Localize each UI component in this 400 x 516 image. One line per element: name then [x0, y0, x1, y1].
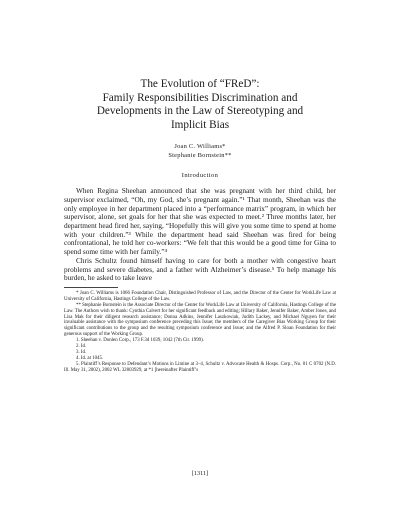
footnote: * Joan C. Williams is 1066 Foundation Chair, Distinguished Professor of Law, and the Director of the Center for WorkLife Law at University of California, Hastings College of the Law.	[64, 290, 336, 302]
footnote: 3. Id.	[76, 349, 87, 355]
section-heading: Introduction	[181, 172, 219, 180]
title-line: Family Responsibilities Discrimination and	[102, 91, 298, 104]
title-line: Developments in the Law of Stereotyping and	[96, 105, 304, 118]
page-number: [1311]	[191, 470, 209, 477]
author-block	[64, 143, 336, 160]
title-line: Implicit Bias	[170, 118, 230, 131]
footnote-divider	[64, 287, 118, 288]
body-text	[64, 187, 336, 283]
footnote: ** Stephanie Bornstein is the Associate Director of the Center for WorkLife Law at University of California, Hastings College of the Law. The Authors wish to thank: Cynthia Calvert for her significant feedback and editing; Hillary Baker, Jennifer Baker, Amber Jones, and Lisa Mak for their diligent research assistance; Donna Adkins, Jennifer Laszkowiak, Judith Lackey, and Michael Nguyen for their invaluable assistance with the symposium conference preceding this Issue; the members of the Caregiver Bias Working Group for their significant contributions to the group and the resulting symposium conference and Issue; and the Alfred P. Sloan Foundation for their generous support of the Working Group.	[64, 302, 336, 338]
author-name: Joan C. Williams*	[174, 143, 226, 151]
paragraph: Chris Schultz found himself having to care for both a mother with congestive heart problems and severe diabetes, and a father with Alzheimer’s disease.⁵ To help manage his burden, he asked to take leave	[64, 255, 336, 283]
title-line: The Evolution of “FReD”:	[140, 78, 260, 90]
author-name: Stephanie Bornstein**	[168, 151, 232, 159]
footnotes	[64, 291, 336, 374]
footnote: 1. Sheehan v. Donlen Corp., 173 F.3d 1039, 1042 (7th Cir. 1999).	[76, 338, 204, 344]
footnote: 4. Id. at 1045.	[76, 355, 104, 361]
article-title	[64, 0, 336, 132]
paragraph: When Regina Sheehan announced that she was pregnant with her third child, her supervisor exclaimed, “Oh, my God, she’s pregnant again.”¹ That month, Sheehan was the only employee in her department placed into a “performance matrix” program, in which her supervisor, alone, set goals for her that she was expected to meet.² Three months later, her department head fired her, saying, “Hopefully this will give you some time to spend at home with your children.”³ While the department head said Sheehan was fired for being confrontational, he told her co-workers: “We felt that this would be a good time for Gina to spend some time with her family.”⁴	[64, 186, 336, 257]
footnote: 2. Id.	[76, 344, 87, 350]
footnote: 5. Plaintiff’s Response to Defendant’s Motions in Limine at 3–4, Schultz v. Advocate Health & Hosps. Corp., No. 01 C 0702 (N.D. Ill. May 31, 2002), 2002 WL 32803929, at *1 [hereinafter Plaintiff’s	[64, 361, 336, 373]
